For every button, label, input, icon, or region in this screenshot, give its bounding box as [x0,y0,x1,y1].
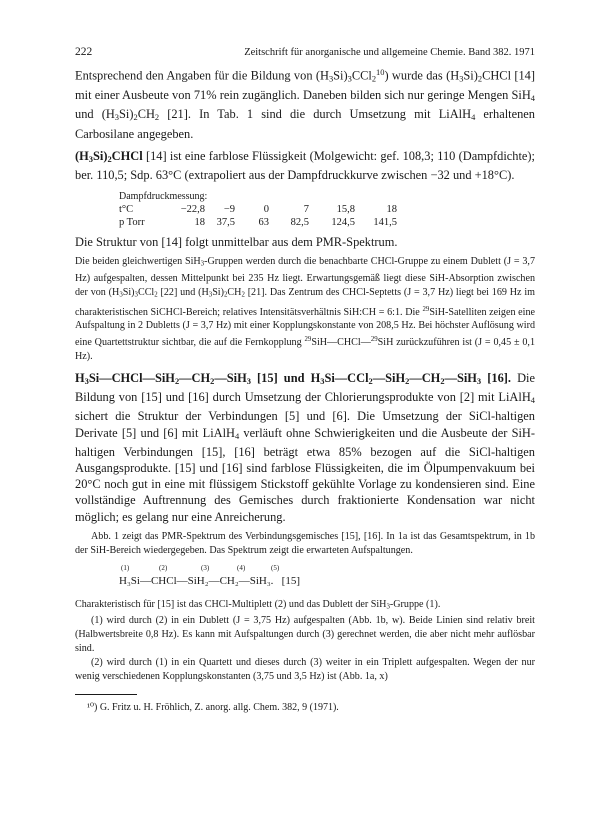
running-header [75,38,535,58]
table-cell: 37,5 [216,217,235,229]
table-cell: 18 [386,204,397,216]
formula-label: (2) [159,563,168,572]
structural-formula [119,564,535,592]
page-number: 222 [75,46,93,58]
vapor-pressure-label: Dampfdruckmessung: [119,191,208,203]
table-cell: 0 [263,204,269,216]
signal-1-paragraph: (1) wird durch (2) in ein Dublett (J = 3,75 Hz) aufgespalten (Abb. 1b, w). Beide Linien sind relativ breit (Halbwertsbreite 0,8 Hz). Es kann mit Aufspaltungen durch (3) gerechnet werden, die aber nicht mehr auflösbar sind. [75,615,535,655]
table-cell: 18 [194,217,205,229]
table-cell: 7 [303,204,309,216]
p-label: p Torr [119,217,145,229]
formula-label: (1) [121,563,130,572]
characteristic-paragraph: Charakteristisch für [15] ist das CHCl-Multiplett (2) und das Dublett der SiH$_3$-Gruppe (1). [75,598,441,611]
vapor-pressure-table [119,204,397,230]
compound-15-16-paragraph: $H_3Si—CHCl—SiH_2—CH_2—SiH_3$ [15] und $H_3Si—CCl_2—SiH_2—CH_2—SiH_3$ [16]. Die Bildung von [15] und [16] durch Umsetzung der Chlorierungsprodukte von [2] mit LiAlH$_4$ sichert die Struktur der Verbindungen [5] und [6]. Die Umsetzung der SiCl-haltigen Derivate [5] und [6] mit LiAlH$_4$ verläuft ohne Schwierigkeiten und die Ausbeute der SiH-haltigen Verbindungen [15], [16] beträgt etwa 85% bezogen auf die SiCl-haltigen Ausgangsprodukte. [15] und [16] sind farblose Flüssigkeiten, die im Ölpumpenvakuum bei 20°C noch gut in eine mit flüssigem Stickstoff gekühlte Vorlage zu kondensieren sind. Eine vollständige Auftrennung des Gemisches durch fraktionierte Kondensation war nicht möglich; es gelang nur eine Anreicherung. [75,370,535,524]
pmr-heading: Die Struktur von [14] folgt unmittelbar aus dem PMR-Spektrum. [75,235,398,250]
intro-paragraph: Entsprechend den Angaben für die Bildung von $(H_3Si)_3CCl_2^{10}$) wurde das $(H_3Si)_2CHCl$ [14] mit einer Ausbeute von 71% rein zugänglich. Daneben bilden sich nur geringe Mengen SiH$_4$ und $(H_3Si)_2CH_2$ [21]. In Tab. 1 sind die durch Umsetzung mit LiAlH$_4$ erhaltenen Carbosilane angegeben. [75,67,535,141]
formula-line [119,575,300,587]
table-cell: −22,8 [180,204,205,216]
footnote: ¹⁰) G. Fritz u. H. Fröhlich, Z. anorg. allg. Chem. 382, 9 (1971). [87,701,339,713]
table-row [119,204,397,217]
table-cell: 63 [258,217,269,229]
formula-label: (3) [201,563,210,572]
table-cell: 15,8 [336,204,355,216]
t-label: t°C [119,204,134,216]
table-cell: −9 [223,204,235,216]
pmr-detail-paragraph: Die beiden gleichwertigen SiH$_3$-Gruppen werden durch die benachbarte CHCl-Gruppe zu einem Dublett (J = 3,7 Hz) aufgespalten, dessen Mittelpunkt bei 235 Hz liegt. Erwartungsgemäß liegt diese SiH-Absorption zwischen der von $(H_3Si)_3CCl_2$ [22] und $(H_3Si)_2CH_2$ [21]. Das Zentrum des CHCl-Septetts (J = 3,7 Hz) liegt bei 169 Hz im charakteristischen SiCHCl-Bereich; relatives Intensitätsverhältnis SiH:CH = 6:1. Die $^{29}$SiH-Satelliten zeigen eine Aufspaltung in 2 Dubletts (J = 3,7 Hz) mit einer Kopplungskonstante von 208,5 Hz. Bei höchster Auflösung wird eine Quartettstruktur sichtbar, die auf die Fernkopplung $^{29}$SiH—CHCl—$^{29}$SiH zurückzuführen ist (J = 0,45 ± 0,1 Hz). [75,256,535,362]
table-cell: 124,5 [331,217,355,229]
formula-label: (5) [271,563,280,572]
page [75,38,535,714]
footnote-rule [75,694,137,695]
compound-14-paragraph: $(H_3Si)_2CHCl$ [14] ist eine farblose Flüssigkeit (Molgewicht: gef. 108,3; 110 (Dampfdichte); ber. 110,5; Sdp. 63°C (extrapoliert aus der Dampfdruckkurve zwischen −32 und +18°C). [75,148,535,183]
table-row [119,217,397,230]
table-cell: 82,5 [290,217,309,229]
journal-title: Zeitschrift für anorganische und allgemeine Chemie. Band 382. 1971 [244,47,535,58]
formula-ref: [15] [281,574,300,587]
signal-2-paragraph: (2) wird durch (1) in ein Quartett und dieses durch (3) weiter in ein Triplett aufgespalten. Wegen der nur wenig verschiedenen Kopplungskonstanten (3,75 und 3,5 Hz) ist (Abb. 1a, x) [75,656,535,682]
abb1-paragraph: Abb. 1 zeigt das PMR-Spektrum des Verbindungsgemisches [15], [16]. In 1a ist das Gesamtspektrum, in 1b der SiH-Bereich wiedergegeben. Das Spektrum zeigt die erwarteten Aufspaltungen. [75,530,535,556]
formula-label: (4) [237,563,246,572]
table-cell: 141,5 [373,217,397,229]
formula-text: H₃Si—CHCl—SiH₂—CH₂—SiH₃. [119,574,274,587]
